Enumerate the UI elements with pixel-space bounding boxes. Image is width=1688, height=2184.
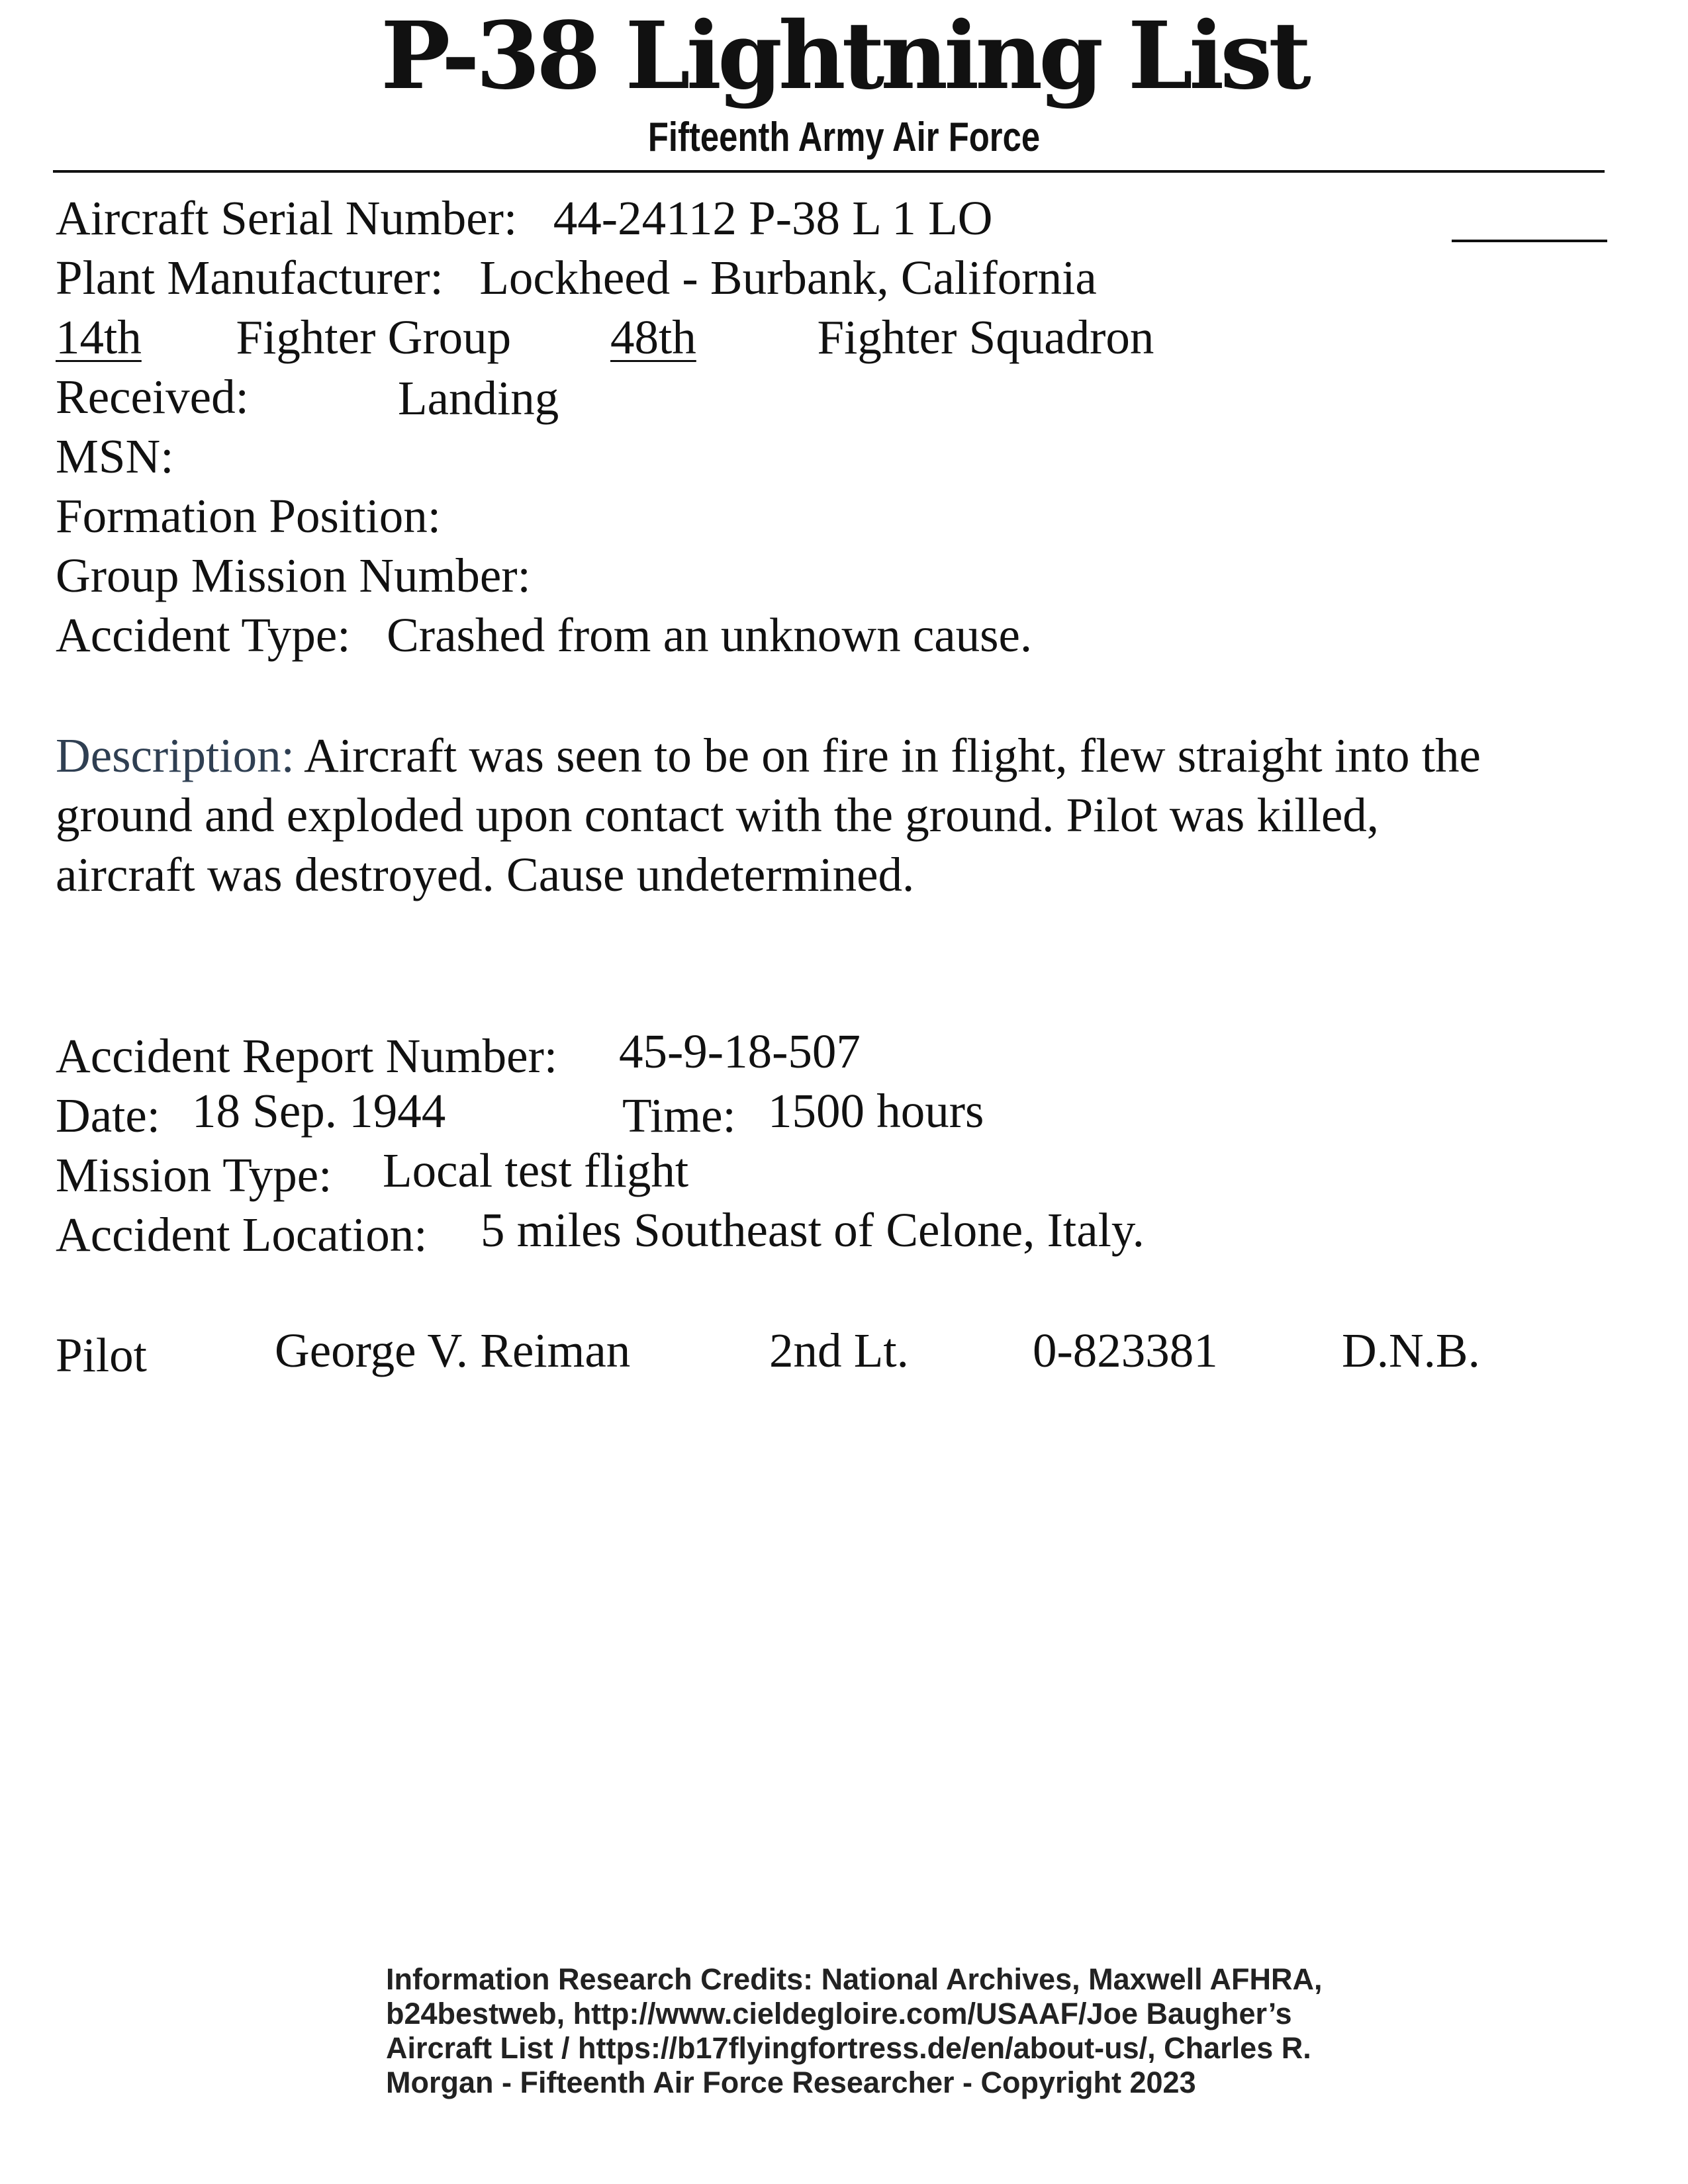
accident-type-value: Crashed from an unknown cause. [387, 608, 1033, 662]
description-line-2: ground and exploded upon contact with the ground. Pilot was killed, [56, 788, 1380, 842]
credits-line-1: Information Research Credits: National Archives, Maxwell AFHRA, [386, 1962, 1323, 1996]
group-label: Fighter Group [236, 310, 512, 364]
blank-underline [1452, 240, 1607, 242]
group-value: 14th [56, 310, 142, 364]
location-value: 5 miles Southeast of Celone, Italy. [481, 1203, 1145, 1257]
mission-type-label: Mission Type: [56, 1148, 332, 1202]
crew-status: D.N.B. [1342, 1324, 1480, 1377]
report-number-value: 45-9-18-507 [619, 1024, 861, 1078]
crew-role: Pilot [56, 1328, 147, 1382]
time-label: Time: [622, 1089, 736, 1142]
crew-serial: 0-823381 [1033, 1324, 1218, 1377]
description-label: Description: [56, 729, 295, 782]
group-mission-label: Group Mission Number: [56, 549, 531, 602]
unit-row [56, 309, 511, 366]
squadron-value: 48th [610, 310, 696, 364]
mission-type-value: Local test flight [383, 1144, 689, 1197]
squadron-row [610, 309, 1154, 366]
report-number-label: Accident Report Number: [56, 1029, 558, 1083]
received-label: Received: [56, 370, 249, 424]
page-title: P-38 Lightning List [381, 2, 1307, 111]
time-value: 1500 hours [768, 1084, 984, 1138]
serial-label: Aircraft Serial Number: [56, 191, 518, 245]
location-label: Accident Location: [56, 1208, 428, 1261]
description-text-1: Aircraft was seen to be on fire in flight, flew straight into the [304, 729, 1481, 782]
description-line-3: aircraft was destroyed. Cause undetermined. [56, 848, 915, 901]
research-credits [386, 1962, 1419, 2100]
crew-rank: 2nd Lt. [769, 1324, 909, 1377]
credits-line-2: b24bestweb, http://www.cieldegloire.com/USAAF/Joe Baugher’s [386, 1997, 1292, 2030]
description-line-1 [56, 727, 1481, 784]
msn-label: MSN: [56, 430, 174, 483]
manufacturer-label: Plant Manufacturer: [56, 251, 444, 304]
serial-row [56, 190, 992, 247]
date-value: 18 Sep. 1944 [192, 1084, 446, 1138]
credits-line-3: Aircraft List / https://b17flyingfortress.de/en/about-us/, Charles R. [386, 2031, 1311, 2065]
page-subtitle: Fifteenth Army Air Force [647, 114, 1041, 160]
manufacturer-value: Lockheed - Burbank, California [479, 251, 1097, 304]
accident-type-row [56, 607, 1032, 664]
accident-type-label: Accident Type: [56, 608, 351, 662]
date-label: Date: [56, 1089, 161, 1142]
manufacturer-row [56, 250, 1097, 306]
squadron-label: Fighter Squadron [817, 310, 1154, 364]
serial-value: 44-24112 P-38 L 1 LO [553, 191, 993, 245]
formation-label: Formation Position: [56, 489, 442, 543]
crew-name: George V. Reiman [275, 1324, 631, 1377]
received-value: Landing [398, 371, 559, 425]
title-divider [53, 170, 1605, 173]
credits-line-4: Morgan - Fifteenth Air Force Researcher - Copyright 2023 [386, 2066, 1196, 2099]
